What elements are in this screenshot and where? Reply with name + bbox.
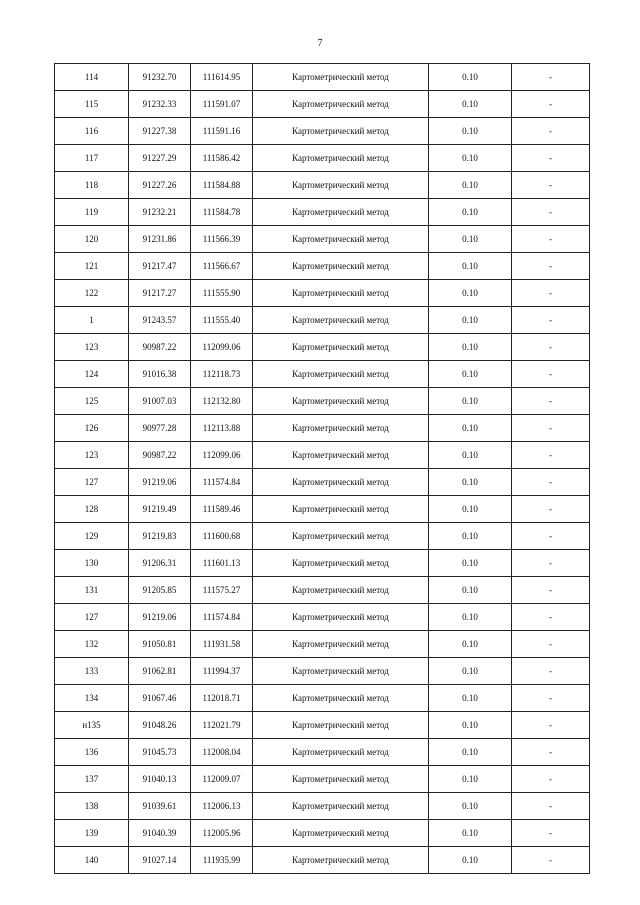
x-coordinate-cell: 91227.38 (129, 118, 191, 145)
table-row (55, 361, 590, 388)
method-cell: Картометрический метод (253, 307, 429, 334)
point-number-cell: 129 (55, 523, 129, 550)
precision-cell: 0.10 (429, 91, 512, 118)
y-coordinate-cell: 112005.96 (191, 820, 253, 847)
x-coordinate-cell: 91045.73 (129, 739, 191, 766)
precision-cell: 0.10 (429, 334, 512, 361)
point-number-cell: 119 (55, 199, 129, 226)
table-row (55, 469, 590, 496)
precision-cell: 0.10 (429, 658, 512, 685)
point-number-cell: 121 (55, 253, 129, 280)
table-row (55, 739, 590, 766)
table-row (55, 388, 590, 415)
y-coordinate-cell: 111566.39 (191, 226, 253, 253)
description-cell: - (512, 685, 590, 712)
point-number-cell: 123 (55, 442, 129, 469)
method-cell: Картометрический метод (253, 550, 429, 577)
description-cell: - (512, 91, 590, 118)
y-coordinate-cell: 111566.67 (191, 253, 253, 280)
precision-cell: 0.10 (429, 253, 512, 280)
point-number-cell: 134 (55, 685, 129, 712)
method-cell: Картометрический метод (253, 388, 429, 415)
description-cell: - (512, 442, 590, 469)
point-number-cell: 127 (55, 604, 129, 631)
table-row (55, 685, 590, 712)
x-coordinate-cell: 91232.21 (129, 199, 191, 226)
y-coordinate-cell: 112006.13 (191, 793, 253, 820)
table-row (55, 226, 590, 253)
x-coordinate-cell: 91219.49 (129, 496, 191, 523)
table-row (55, 631, 590, 658)
description-cell: - (512, 172, 590, 199)
description-cell: - (512, 658, 590, 685)
x-coordinate-cell: 91231.86 (129, 226, 191, 253)
method-cell: Картометрический метод (253, 361, 429, 388)
table-row (55, 442, 590, 469)
table-row (55, 334, 590, 361)
y-coordinate-cell: 112009.07 (191, 766, 253, 793)
y-coordinate-cell: 111575.27 (191, 577, 253, 604)
y-coordinate-cell: 111601.13 (191, 550, 253, 577)
description-cell: - (512, 604, 590, 631)
method-cell: Картометрический метод (253, 334, 429, 361)
point-number-cell: 122 (55, 280, 129, 307)
method-cell: Картометрический метод (253, 577, 429, 604)
precision-cell: 0.10 (429, 64, 512, 91)
y-coordinate-cell: 112113.88 (191, 415, 253, 442)
point-number-cell: 137 (55, 766, 129, 793)
precision-cell: 0.10 (429, 631, 512, 658)
method-cell: Картометрический метод (253, 280, 429, 307)
description-cell: - (512, 469, 590, 496)
point-number-cell: 115 (55, 91, 129, 118)
coordinates-table-body (55, 64, 590, 874)
x-coordinate-cell: 91217.47 (129, 253, 191, 280)
description-cell: - (512, 415, 590, 442)
point-number-cell: 125 (55, 388, 129, 415)
precision-cell: 0.10 (429, 550, 512, 577)
method-cell: Картометрический метод (253, 604, 429, 631)
y-coordinate-cell: 111600.68 (191, 523, 253, 550)
precision-cell: 0.10 (429, 712, 512, 739)
x-coordinate-cell: 91219.83 (129, 523, 191, 550)
point-number-cell: 120 (55, 226, 129, 253)
description-cell: - (512, 307, 590, 334)
point-number-cell: 1 (55, 307, 129, 334)
y-coordinate-cell: 111584.88 (191, 172, 253, 199)
y-coordinate-cell: 112132.80 (191, 388, 253, 415)
description-cell: - (512, 793, 590, 820)
description-cell: - (512, 766, 590, 793)
method-cell: Картометрический метод (253, 199, 429, 226)
description-cell: - (512, 631, 590, 658)
table-row (55, 550, 590, 577)
table-row (55, 199, 590, 226)
table-row (55, 145, 590, 172)
point-number-cell: 138 (55, 793, 129, 820)
point-number-cell: 118 (55, 172, 129, 199)
x-coordinate-cell: 90977.28 (129, 415, 191, 442)
point-number-cell: 116 (55, 118, 129, 145)
y-coordinate-cell: 111574.84 (191, 604, 253, 631)
precision-cell: 0.10 (429, 577, 512, 604)
precision-cell: 0.10 (429, 766, 512, 793)
point-number-cell: 131 (55, 577, 129, 604)
y-coordinate-cell: 112021.79 (191, 712, 253, 739)
y-coordinate-cell: 111614.95 (191, 64, 253, 91)
description-cell: - (512, 712, 590, 739)
point-number-cell: 132 (55, 631, 129, 658)
table-row (55, 820, 590, 847)
point-number-cell: 117 (55, 145, 129, 172)
table-row (55, 64, 590, 91)
description-cell: - (512, 550, 590, 577)
point-number-cell: 133 (55, 658, 129, 685)
description-cell: - (512, 145, 590, 172)
method-cell: Картометрический метод (253, 118, 429, 145)
x-coordinate-cell: 91016.38 (129, 361, 191, 388)
precision-cell: 0.10 (429, 199, 512, 226)
method-cell: Картометрический метод (253, 469, 429, 496)
description-cell: - (512, 253, 590, 280)
method-cell: Картометрический метод (253, 820, 429, 847)
y-coordinate-cell: 111574.84 (191, 469, 253, 496)
x-coordinate-cell: 91206.31 (129, 550, 191, 577)
method-cell: Картометрический метод (253, 253, 429, 280)
y-coordinate-cell: 111584.78 (191, 199, 253, 226)
method-cell: Картометрический метод (253, 145, 429, 172)
x-coordinate-cell: 91219.06 (129, 604, 191, 631)
x-coordinate-cell: 91039.61 (129, 793, 191, 820)
y-coordinate-cell: 111591.07 (191, 91, 253, 118)
description-cell: - (512, 847, 590, 874)
table-row (55, 577, 590, 604)
precision-cell: 0.10 (429, 226, 512, 253)
method-cell: Картометрический метод (253, 496, 429, 523)
y-coordinate-cell: 111994.37 (191, 658, 253, 685)
point-number-cell: 130 (55, 550, 129, 577)
point-number-cell: 114 (55, 64, 129, 91)
method-cell: Картометрический метод (253, 847, 429, 874)
x-coordinate-cell: 91062.81 (129, 658, 191, 685)
y-coordinate-cell: 112099.06 (191, 334, 253, 361)
y-coordinate-cell: 111931.58 (191, 631, 253, 658)
method-cell: Картометрический метод (253, 685, 429, 712)
description-cell: - (512, 388, 590, 415)
precision-cell: 0.10 (429, 793, 512, 820)
method-cell: Картометрический метод (253, 793, 429, 820)
precision-cell: 0.10 (429, 739, 512, 766)
x-coordinate-cell: 91243.57 (129, 307, 191, 334)
point-number-cell: 136 (55, 739, 129, 766)
precision-cell: 0.10 (429, 118, 512, 145)
precision-cell: 0.10 (429, 604, 512, 631)
point-number-cell: 139 (55, 820, 129, 847)
x-coordinate-cell: 91219.06 (129, 469, 191, 496)
table-row (55, 604, 590, 631)
precision-cell: 0.10 (429, 415, 512, 442)
description-cell: - (512, 280, 590, 307)
description-cell: - (512, 577, 590, 604)
x-coordinate-cell: 91050.81 (129, 631, 191, 658)
table-row (55, 280, 590, 307)
table-row (55, 658, 590, 685)
description-cell: - (512, 226, 590, 253)
table-row (55, 118, 590, 145)
table-row (55, 793, 590, 820)
table-row (55, 172, 590, 199)
x-coordinate-cell: 90987.22 (129, 442, 191, 469)
y-coordinate-cell: 112008.04 (191, 739, 253, 766)
description-cell: - (512, 118, 590, 145)
x-coordinate-cell: 91232.70 (129, 64, 191, 91)
method-cell: Картометрический метод (253, 172, 429, 199)
table-row (55, 766, 590, 793)
x-coordinate-cell: 91217.27 (129, 280, 191, 307)
description-cell: - (512, 199, 590, 226)
table-row (55, 253, 590, 280)
precision-cell: 0.10 (429, 361, 512, 388)
point-number-cell: 123 (55, 334, 129, 361)
table-row (55, 712, 590, 739)
method-cell: Картометрический метод (253, 523, 429, 550)
table-row (55, 523, 590, 550)
method-cell: Картометрический метод (253, 226, 429, 253)
description-cell: - (512, 361, 590, 388)
precision-cell: 0.10 (429, 496, 512, 523)
page-number: 7 (317, 38, 323, 49)
x-coordinate-cell: 91227.26 (129, 172, 191, 199)
y-coordinate-cell: 112118.73 (191, 361, 253, 388)
x-coordinate-cell: 91027.14 (129, 847, 191, 874)
point-number-cell: 126 (55, 415, 129, 442)
precision-cell: 0.10 (429, 145, 512, 172)
method-cell: Картометрический метод (253, 739, 429, 766)
method-cell: Картометрический метод (253, 415, 429, 442)
precision-cell: 0.10 (429, 847, 512, 874)
x-coordinate-cell: 91040.39 (129, 820, 191, 847)
precision-cell: 0.10 (429, 469, 512, 496)
precision-cell: 0.10 (429, 280, 512, 307)
description-cell: - (512, 523, 590, 550)
method-cell: Картометрический метод (253, 766, 429, 793)
description-cell: - (512, 820, 590, 847)
point-number-cell: 128 (55, 496, 129, 523)
table-row (55, 91, 590, 118)
precision-cell: 0.10 (429, 388, 512, 415)
description-cell: - (512, 334, 590, 361)
table-row (55, 307, 590, 334)
x-coordinate-cell: 90987.22 (129, 334, 191, 361)
precision-cell: 0.10 (429, 523, 512, 550)
description-cell: - (512, 64, 590, 91)
x-coordinate-cell: 91067.46 (129, 685, 191, 712)
y-coordinate-cell: 112099.06 (191, 442, 253, 469)
method-cell: Картометрический метод (253, 91, 429, 118)
method-cell: Картометрический метод (253, 442, 429, 469)
precision-cell: 0.10 (429, 442, 512, 469)
precision-cell: 0.10 (429, 307, 512, 334)
point-number-cell: 124 (55, 361, 129, 388)
point-number-cell: 140 (55, 847, 129, 874)
point-number-cell: н135 (55, 712, 129, 739)
method-cell: Картометрический метод (253, 658, 429, 685)
x-coordinate-cell: 91040.13 (129, 766, 191, 793)
precision-cell: 0.10 (429, 685, 512, 712)
point-number-cell: 127 (55, 469, 129, 496)
precision-cell: 0.10 (429, 820, 512, 847)
description-cell: - (512, 739, 590, 766)
table-row (55, 496, 590, 523)
x-coordinate-cell: 91232.33 (129, 91, 191, 118)
x-coordinate-cell: 91007.03 (129, 388, 191, 415)
y-coordinate-cell: 111935.99 (191, 847, 253, 874)
x-coordinate-cell: 91048.26 (129, 712, 191, 739)
coordinates-table (54, 63, 590, 874)
table-row (55, 847, 590, 874)
x-coordinate-cell: 91205.85 (129, 577, 191, 604)
method-cell: Картометрический метод (253, 64, 429, 91)
y-coordinate-cell: 112018.71 (191, 685, 253, 712)
y-coordinate-cell: 111555.90 (191, 280, 253, 307)
y-coordinate-cell: 111589.46 (191, 496, 253, 523)
y-coordinate-cell: 111591.16 (191, 118, 253, 145)
method-cell: Картометрический метод (253, 631, 429, 658)
table-row (55, 415, 590, 442)
y-coordinate-cell: 111586.42 (191, 145, 253, 172)
x-coordinate-cell: 91227.29 (129, 145, 191, 172)
method-cell: Картометрический метод (253, 712, 429, 739)
y-coordinate-cell: 111555.40 (191, 307, 253, 334)
precision-cell: 0.10 (429, 172, 512, 199)
description-cell: - (512, 496, 590, 523)
